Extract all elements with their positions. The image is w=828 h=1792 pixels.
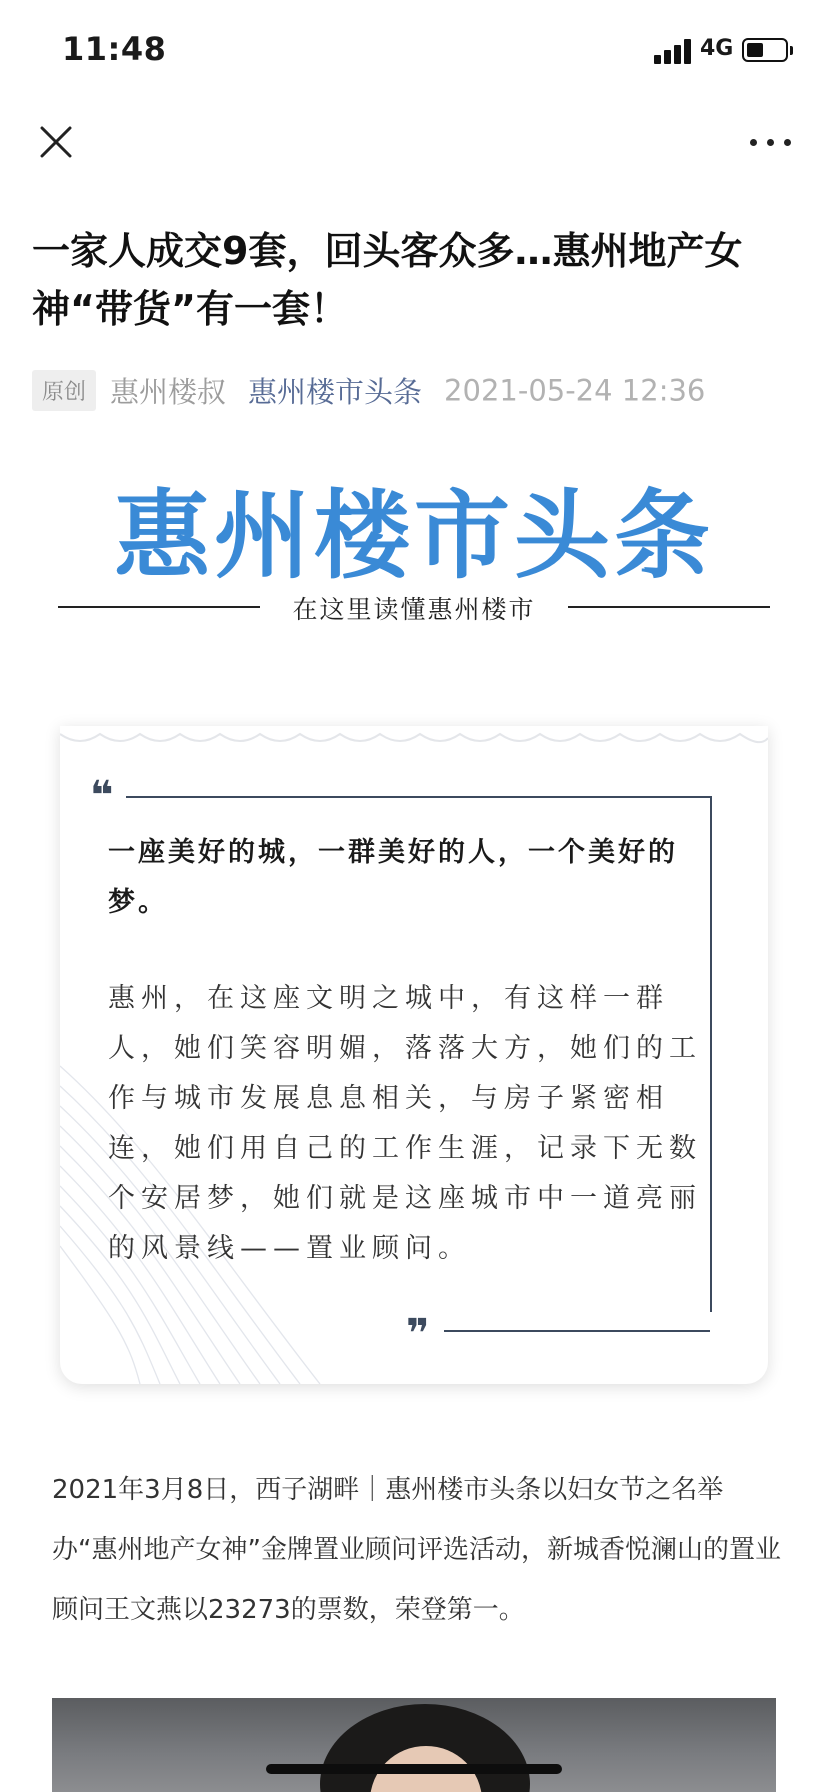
more-dots-icon[interactable]: [746, 126, 796, 156]
article-photo[interactable]: [52, 1698, 776, 1792]
close-icon[interactable]: [36, 122, 76, 162]
open-quote-icon: ❝: [90, 773, 114, 819]
quote-frame-bottom: [444, 1330, 710, 1332]
banner-slogan: 在这里读懂惠州楼市: [292, 595, 536, 624]
scalloped-edge: [60, 726, 768, 750]
quote-body: 惠州，在这座文明之城中，有这样一群人，她们笑容明媚，落落大方，她们的工作与城市发展息息相关，与房子紧密相连，她们用自己的工作生涯，记录下无数个安居梦，她们就是这座城市中一道亮丽的风景线——置业顾问。: [108, 983, 702, 1264]
cellular-signal-icon: [654, 38, 694, 64]
quote-frame-right: [710, 796, 712, 1312]
author-name: 惠州楼叔: [110, 375, 227, 409]
status-time: 11:48: [62, 30, 167, 68]
banner-divider-right: [568, 606, 770, 608]
banner-divider-left: [58, 606, 260, 608]
original-badge: 原创: [32, 370, 96, 411]
banner-logo: 惠州楼市头条: [114, 480, 714, 592]
article-title: 一家人成交9套，回头客众多…惠州地产女神“带货”有一套！: [32, 229, 743, 331]
battery-level: [747, 43, 763, 57]
battery-cap: [790, 46, 793, 55]
home-indicator[interactable]: [266, 1764, 562, 1774]
article-meta: [32, 370, 812, 414]
status-bar: [0, 0, 828, 100]
battery-icon: [742, 38, 788, 62]
quote-lead: 一座美好的城，一群美好的人，一个美好的梦。: [108, 837, 678, 918]
publish-time: 2021-05-24 12:36: [444, 373, 706, 408]
top-nav-bar: [0, 100, 828, 180]
article-paragraph: 2021年3月8日，西子湖畔｜惠州楼市头条以妇女节之名举办“惠州地产女神”金牌置业顾问评选活动，新城香悦澜山的置业顾问王文燕以23273的票数，荣登第一。: [52, 1475, 781, 1625]
account-link[interactable]: 惠州楼市头条: [248, 375, 423, 409]
quote-frame-top: [126, 796, 710, 798]
close-quote-icon: ❞: [406, 1311, 430, 1357]
quote-card: [60, 726, 768, 1384]
network-type: 4G: [700, 36, 734, 61]
